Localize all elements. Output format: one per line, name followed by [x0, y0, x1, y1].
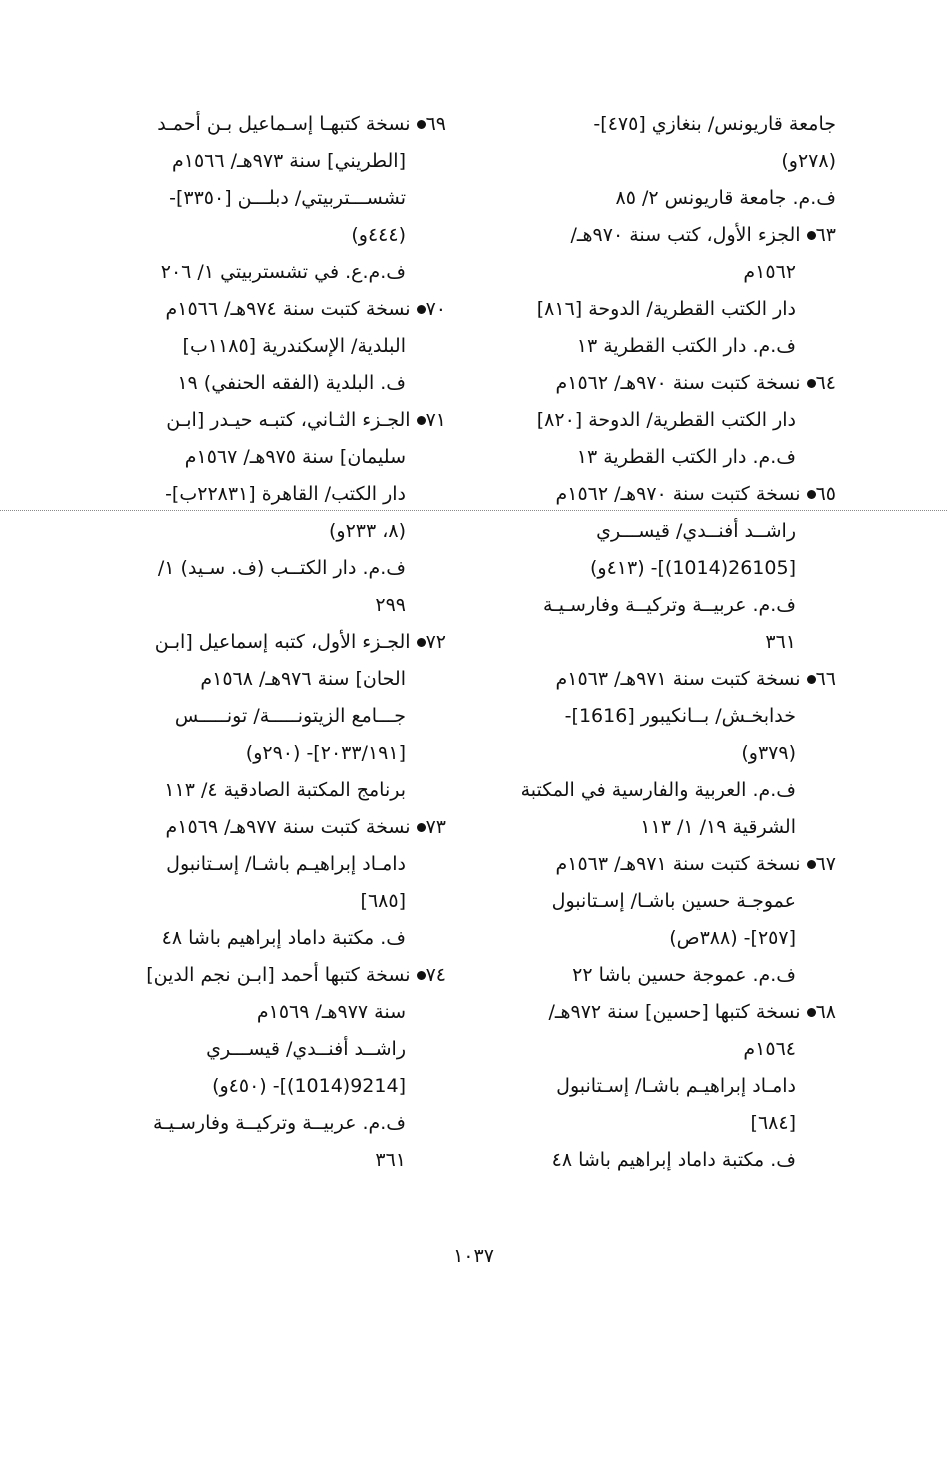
entry-line: سليمان] سنة ٩٧٥هـ/ ١٥٦٧م — [184, 446, 406, 468]
entry-first-line — [498, 994, 836, 1031]
entry-line: الحان] سنة ٩٧٦هـ/ ١٥٦٨م — [200, 668, 406, 690]
bullet-icon — [807, 490, 816, 499]
entry-text: نسخة كتبت سنة ٩٧٤هـ/ ١٥٦٦م — [165, 298, 411, 320]
scan-dotted-line — [0, 510, 947, 511]
entry-line: ف.م. دار الكتب القطرية ١٣ — [576, 335, 796, 357]
entry-line: ف.م. عموجة حسين باشا ٢٢ — [572, 964, 796, 986]
manuscript-entry — [498, 365, 836, 476]
entry-line: البلدية/ الإسكندرية [١١٨٥ب] — [182, 335, 406, 357]
entry-line: (٢٧٨و) — [781, 150, 836, 172]
bullet-icon — [417, 823, 426, 832]
bullet-icon — [807, 231, 816, 240]
entry-first-line — [498, 846, 836, 883]
entry-line: الشرقية ١٩/ ١/ ١١٣ — [640, 816, 796, 838]
bullet-icon — [417, 416, 426, 425]
entry-number: ٧١ — [425, 409, 446, 431]
entry-first-line — [112, 291, 446, 328]
entry-line: ف. مكتبة داماد إبراهيم باشا ٤٨ — [551, 1149, 796, 1171]
entry-line: ف.م. عربيــة وتركيــة وفارسـيـة — [542, 594, 796, 616]
entry-number: ٧٢ — [425, 631, 446, 653]
entry-line: جـــامع الزيتونـــــة/ تونـــــس — [174, 705, 406, 727]
entry-text: الجـزء الثـاني، كتبـه حيـدر [ابـن — [166, 409, 411, 431]
manuscript-entry — [498, 846, 836, 994]
entry-number: ٧٠ — [425, 298, 446, 320]
entry-line: جامعة قاريونس/ بنغازي [٤٧٥]- — [593, 113, 836, 135]
entry-line: ف. البلدية (الفقه الحنفي) ١٩ — [177, 372, 406, 394]
entry-number: ٦٩ — [425, 113, 446, 135]
entry-line: ف.م. جامعة قاريونس ٢/ ٨٥ — [615, 187, 836, 209]
entry-number: ٦٨ — [815, 1001, 836, 1023]
entry-text: نسخة كتبها أحمد [ابـن نجم الدين] — [146, 964, 411, 986]
right-column — [498, 106, 836, 1179]
entry-first-line — [112, 402, 446, 439]
entry-line: دار الكتب/ القاهرة [٢٢٨٣١ب]- — [165, 483, 406, 505]
entry-text: نسخة كتبت سنة ٩٧٠هـ/ ١٥٦٢م — [555, 483, 801, 505]
entry-line: [٦٨٤] — [750, 1112, 796, 1134]
entry-number: ٧٤ — [425, 964, 446, 986]
entry-line: ف. مكتبة داماد إبراهيم باشا ٤٨ — [161, 927, 406, 949]
left-column — [112, 106, 446, 1179]
page-number: ١٠٣٧ — [453, 1245, 494, 1267]
manuscript-entry — [498, 217, 836, 365]
bullet-icon — [807, 1008, 816, 1017]
entry-line: [9214(1014)]- (٤٥٠و) — [212, 1075, 406, 1097]
entry-line: ٣٦١ — [765, 631, 796, 653]
entry-line: [٦٨٥] — [360, 890, 406, 912]
entry-line: برنامج المكتبة الصادقية ٤/ ١١٣ — [164, 779, 406, 801]
manuscript-entry — [112, 106, 446, 291]
manuscript-entry — [498, 661, 836, 846]
entry-line: خدابخـش/ بــانكيبور [1616]- — [564, 705, 796, 727]
entry-line: دامـاد إبراهيـم باشـا/ إسـتانبول — [166, 853, 406, 875]
entry-line: ف.م. دار الكتب القطرية ١٣ — [576, 446, 796, 468]
manuscript-entry — [112, 809, 446, 957]
entry-line: ٣٦١ — [375, 1149, 406, 1171]
entry-line: (٨، ٢٣٣و) — [328, 520, 406, 542]
entry-text: نسخة كتبت سنة ٩٧١هـ/ ١٥٦٣م — [555, 668, 801, 690]
entry-line: سنة ٩٧٧هـ/ ١٥٦٩م — [256, 1001, 406, 1023]
bullet-icon — [417, 120, 426, 129]
entry-first-line — [498, 661, 836, 698]
entry-text: نسخة كتبت سنة ٩٧٧هـ/ ١٥٦٩م — [165, 816, 411, 838]
entry-text: نسخة كتبت سنة ٩٧٠هـ/ ١٥٦٢م — [555, 372, 801, 394]
manuscript-entry — [112, 291, 446, 402]
entry-line: راشــد أفنــدي/ قيســـري — [596, 520, 796, 542]
entry-first-line — [498, 217, 836, 254]
manuscript-entry — [112, 624, 446, 809]
entry-line: [٢٠٣٣/١٩١]- (٢٩٠و) — [245, 742, 406, 764]
entry-line: ف.م. دار الكتــب (ف. سـيد) ١/ — [157, 557, 406, 579]
entry-line: [٢٥٧]- (٣٨٨ص) — [669, 927, 796, 949]
entry-line: راشــد أفنــدي/ قيســـري — [206, 1038, 406, 1060]
entry-line: (٤٤٤و) — [351, 224, 406, 246]
manuscript-entry — [112, 957, 446, 1179]
entry-line: [الطريني] سنة ٩٧٣هـ/ ١٥٦٦م — [172, 150, 406, 172]
entry-line: ف.م.ع. في تشستربيتي ١/ ٢٠٦ — [160, 261, 406, 283]
manuscript-entry — [112, 402, 446, 624]
entry-number: ٦٣ — [815, 224, 836, 246]
entry-line: ٢٩٩ — [375, 594, 406, 616]
entry-line: دار الكتب القطرية/ الدوحة [٨١٦] — [536, 298, 796, 320]
entry-line: عموجـة حسين باشـا/ إسـتانبول — [551, 890, 796, 912]
bullet-icon — [417, 971, 426, 980]
entry-first-line — [112, 809, 446, 846]
entry-line: ١٥٦٢م — [743, 261, 796, 283]
entry-line: دامـاد إبراهيـم باشـا/ إسـتانبول — [556, 1075, 796, 1097]
entry-first-line — [112, 624, 446, 661]
entry-line: ف.م. العربية والفارسية في المكتبة — [520, 779, 796, 801]
entry-first-line — [112, 106, 446, 143]
entry-text: الجـزء الأول، كتبه إسماعيل [ابـن — [154, 631, 411, 653]
bullet-icon — [417, 638, 426, 647]
entry-text: نسخة كتبت سنة ٩٧١هـ/ ١٥٦٣م — [555, 853, 801, 875]
manuscript-entry — [498, 994, 836, 1179]
entry-line: (٣٧٩و) — [741, 742, 796, 764]
bullet-icon — [807, 379, 816, 388]
entry-number: ٦٧ — [815, 853, 836, 875]
entry-text: نسخة كتبها [حسين] سنة ٩٧٢هـ/ — [548, 1001, 801, 1023]
entry-line: دار الكتب القطرية/ الدوحة [٨٢٠] — [536, 409, 796, 431]
entry-first-line — [498, 365, 836, 402]
manuscript-entry — [498, 476, 836, 661]
bullet-icon — [807, 675, 816, 684]
entry-number: ٦٦ — [815, 668, 836, 690]
entry-line: ف.م. عربيــة وتركيــة وفارسـيـة — [152, 1112, 406, 1134]
entry-text: نسخة كتبهـا إسـماعيل بـن أحمـد — [157, 113, 411, 135]
entry-line: ١٥٦٤م — [743, 1038, 796, 1060]
entry-text: الجزء الأول، كتب سنة ٩٧٠هـ/ — [570, 224, 801, 246]
bullet-icon — [417, 305, 426, 314]
entry-number: ٧٣ — [425, 816, 446, 838]
bullet-icon — [807, 860, 816, 869]
entry-line: [26105(1014)]- (٤١٣و) — [589, 557, 796, 579]
entry-continuation — [498, 106, 836, 217]
entry-line: تشســـتربيتي/ دبلـــن [٣٣٥٠]- — [169, 187, 406, 209]
entry-first-line — [112, 957, 446, 994]
entry-number: ٦٤ — [815, 372, 836, 394]
entry-first-line — [498, 476, 836, 513]
entry-number: ٦٥ — [815, 483, 836, 505]
